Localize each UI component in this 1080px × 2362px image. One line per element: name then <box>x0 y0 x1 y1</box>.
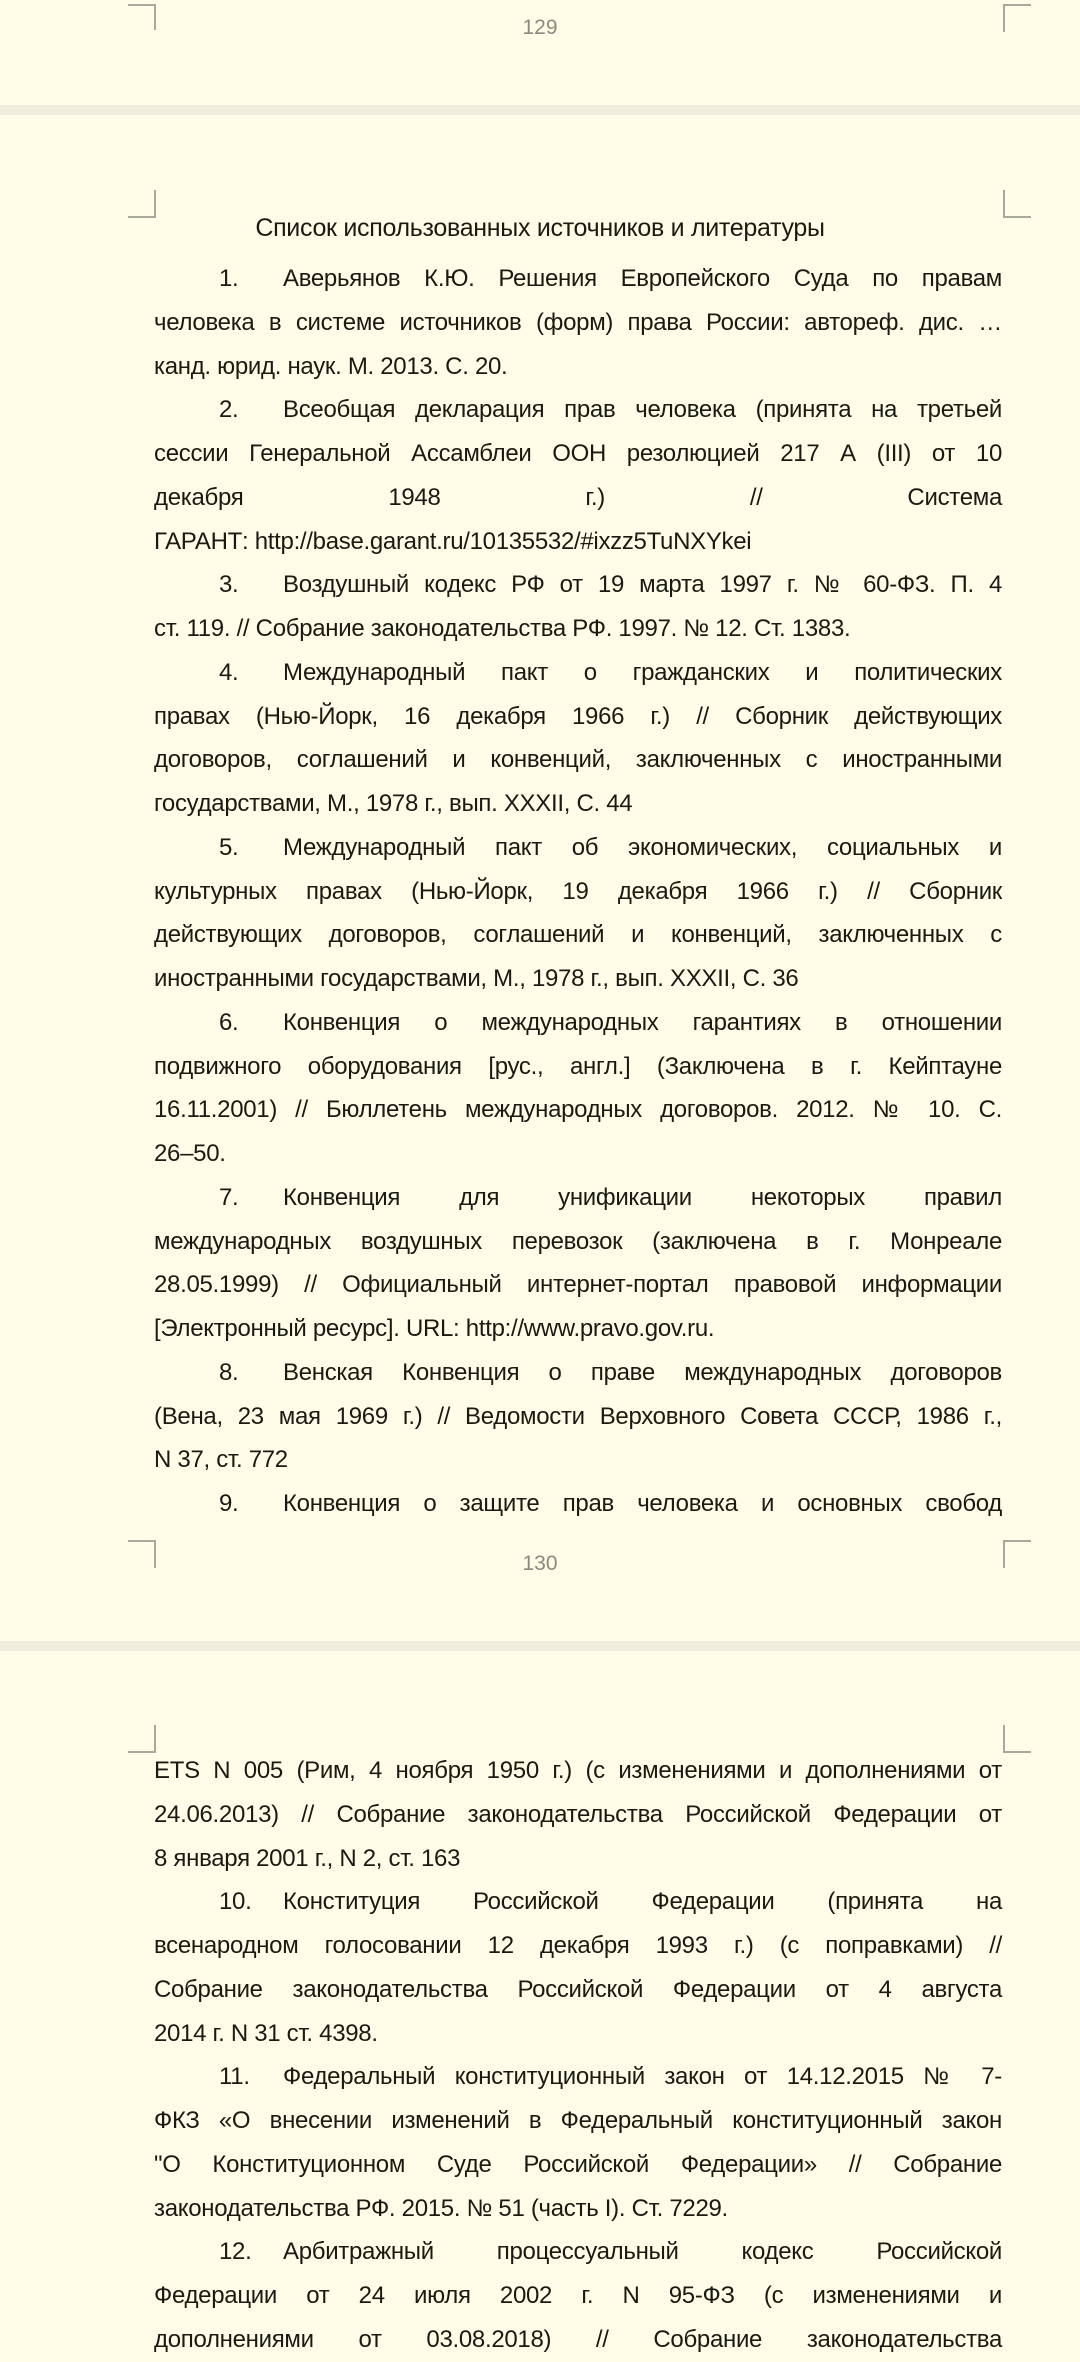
reference-line <box>154 2143 1002 2187</box>
reference-item <box>154 1749 1002 1880</box>
reference-line <box>154 1880 1002 1924</box>
reference-text: Международный пакт о гражданских и политических <box>283 658 1002 686</box>
reference-line <box>154 782 1002 826</box>
reference-item <box>154 388 1002 563</box>
reference-line <box>154 563 1002 607</box>
reference-item <box>154 1351 1002 1482</box>
reference-text: Венская Конвенция о праве международных договоров <box>283 1358 1002 1386</box>
reference-text: ФКЗ «О внесении изменений в Федеральный конституционный закон <box>154 2107 1002 2134</box>
reference-number: 5. <box>219 833 239 861</box>
reference-line <box>154 607 1002 651</box>
reference-text: Федерации от 24 июля 2002 г. N 95-ФЗ (с изменениями и <box>154 2282 1002 2309</box>
reference-line <box>154 1220 1002 1264</box>
reference-text: Арбитражный процессуальный кодекс Российской <box>283 2238 1002 2266</box>
reference-line <box>154 957 1002 1001</box>
reference-number: 12. <box>219 2238 252 2266</box>
reference-text: 26–50. <box>154 1140 226 1167</box>
reference-text: государствами, М., 1978 г., вып. XXXII, С. 44 <box>154 790 633 817</box>
reference-line <box>154 1482 1002 1526</box>
page-corner-mark <box>1003 1725 1031 1753</box>
reference-line <box>154 738 1002 782</box>
reference-number: 6. <box>219 1008 239 1036</box>
reference-item <box>154 2055 1002 2230</box>
reference-text: 28.05.1999) // Официальный интернет-портал правовой информации <box>154 1271 1002 1299</box>
reference-line <box>154 1263 1002 1307</box>
reference-text: Воздушный кодекс РФ от 19 марта 1997 г. № 60-ФЗ. П. 4 <box>283 571 1002 599</box>
reference-text: (Вена, 23 мая 1969 г.) // Ведомости Верховного Совета СССР, 1986 г., <box>154 1402 1002 1430</box>
reference-line <box>154 2230 1002 2274</box>
reference-text: всенародном голосовании 12 декабря 1993 г.) (с поправками) // <box>154 1932 1002 1959</box>
reference-text: ГАРАНТ: http://base.garant.ru/10135532/#ixzz5TuNXYkei <box>154 527 752 555</box>
reference-line <box>154 432 1002 476</box>
reference-item <box>154 1176 1002 1351</box>
reference-text: 2014 г. N 31 ст. 4398. <box>154 2019 378 2047</box>
reference-text: 8 января 2001 г., N 2, ст. 163 <box>154 1844 461 1872</box>
reference-item <box>154 1001 1002 1176</box>
reference-text: ETS N 005 (Рим, 4 ноября 1950 г.) (с изменениями и дополнениями от <box>154 1757 1002 1784</box>
reference-line <box>154 826 1002 870</box>
reference-text: Всеобщая декларация прав человека (принята на третьей <box>283 396 1002 424</box>
reference-item <box>154 826 1002 1001</box>
reference-line <box>154 870 1002 914</box>
reference-text: декабря 1948 г.) // Система <box>154 483 1002 511</box>
reference-text: Собрание законодательства Российской Федерации от 4 августа <box>154 1975 1002 2003</box>
reference-number: 1. <box>219 265 239 292</box>
reference-number: 7. <box>219 1183 239 1211</box>
reference-text: Аверьянов К.Ю. Решения Европейского Суда по правам <box>283 265 1002 292</box>
reference-line <box>154 301 1002 345</box>
reference-text: законодательства РФ. 2015. № 51 (часть I). Ст. 7229. <box>154 2194 728 2222</box>
reference-text: дополнениями от 03.08.2018) // Собрание законодательства <box>154 2325 1002 2353</box>
reference-line <box>154 2187 1002 2231</box>
reference-line <box>154 388 1002 432</box>
reference-item <box>154 257 1002 388</box>
reference-text: "О Конституционном Суде Российской Федерации» // Собрание <box>154 2150 1002 2178</box>
reference-number: 4. <box>219 658 239 686</box>
section-title: Список использованных источников и литературы <box>255 214 825 242</box>
reference-line <box>154 913 1002 957</box>
reference-line <box>154 2274 1002 2318</box>
reference-text: действующих договоров, соглашений и конвенций, заключенных с <box>154 921 1002 949</box>
reference-text: Международный пакт об экономических, социальных и <box>283 833 1002 861</box>
reference-line <box>154 1793 1002 1837</box>
reference-text: правах (Нью-Йорк, 16 декабря 1966 г.) // Сборник действующих <box>154 702 1002 730</box>
reference-text: Федеральный конституционный закон от 14.12.2015 № 7- <box>283 2063 1002 2091</box>
reference-text: Конвенция для унификации некоторых правил <box>283 1183 1002 1211</box>
reference-line <box>154 2012 1002 2056</box>
reference-item <box>154 1482 1002 1526</box>
reference-text: 16.11.2001) // Бюллетень международных договоров. 2012. № 10. С. <box>154 1096 1002 1124</box>
reference-line <box>154 1924 1002 1968</box>
reference-line <box>154 1968 1002 2012</box>
reference-line <box>154 1088 1002 1132</box>
reference-line <box>154 2055 1002 2099</box>
reference-line <box>154 1045 1002 1089</box>
reference-number: 9. <box>219 1490 239 1517</box>
reference-line <box>154 2099 1002 2143</box>
reference-item <box>154 563 1002 651</box>
page-corner-mark <box>128 4 154 6</box>
page-number: 130 <box>522 1552 558 1575</box>
page-number: 129 <box>522 16 558 39</box>
reference-line <box>154 520 1002 564</box>
reference-text: подвижного оборудования [рус., англ.] (Заключена в г. Кейптауне <box>154 1052 1002 1080</box>
reference-text: канд. юрид. наук. М. 2013. С. 20. <box>154 352 508 380</box>
reference-list <box>154 257 1002 1526</box>
reference-line <box>154 1438 1002 1482</box>
reference-line <box>154 695 1002 739</box>
reference-number: 3. <box>219 571 239 599</box>
reference-item <box>154 1880 1002 2055</box>
reference-text: иностранными государствами, М., 1978 г., вып. XXXII, С. 36 <box>154 965 799 992</box>
reference-text: договоров, соглашений и конвенций, заключенных с иностранными <box>154 746 1002 774</box>
reference-line <box>154 1132 1002 1176</box>
reference-text: [Электронный ресурс]. URL: http://www.pravo.gov.ru. <box>154 1315 715 1342</box>
reference-number: 2. <box>219 396 239 424</box>
reference-line <box>154 476 1002 520</box>
reference-line <box>154 1351 1002 1395</box>
reference-text: 24.06.2013) // Собрание законодательства Российской Федерации от <box>154 1800 1002 1828</box>
page-separator <box>0 105 1080 115</box>
reference-line <box>154 1749 1002 1793</box>
reference-text: ст. 119. // Собрание законодательства РФ. 1997. № 12. Ст. 1383. <box>154 615 851 642</box>
reference-text: Конвенция о защите прав человека и основных свобод <box>283 1490 1002 1517</box>
reference-text: Конвенция о международных гарантиях в отношении <box>283 1008 1002 1036</box>
reference-number: 10. <box>219 1888 252 1916</box>
page-corner-mark <box>128 1725 156 1753</box>
page-separator <box>0 1641 1080 1651</box>
reference-text: сессии Генеральной Ассамблеи ООН резолюцией 217 А (III) от 10 <box>154 440 1002 467</box>
reference-text: Конституция Российской Федерации (принята на <box>283 1888 1002 1916</box>
reference-item <box>154 651 1002 826</box>
reference-text: культурных правах (Нью-Йорк, 19 декабря 1966 г.) // Сборник <box>154 877 1002 905</box>
reference-line <box>154 1395 1002 1439</box>
reference-number: 11. <box>219 2063 250 2091</box>
reference-line <box>154 345 1002 389</box>
reference-list <box>154 1749 1002 2362</box>
reference-text: международных воздушных перевозок (заключена в г. Монреале <box>154 1227 1002 1255</box>
reference-line <box>154 1176 1002 1220</box>
reference-line <box>154 1837 1002 1881</box>
reference-line <box>154 1307 1002 1351</box>
reference-text: N 37, ст. 772 <box>154 1446 288 1474</box>
reference-item <box>154 2230 1002 2361</box>
reference-line <box>154 257 1002 301</box>
reference-number: 8. <box>219 1358 239 1386</box>
reference-line <box>154 1001 1002 1045</box>
reference-line <box>154 651 1002 695</box>
reference-text: человека в системе источников (форм) права России: автореф. дис. … <box>154 308 1002 336</box>
